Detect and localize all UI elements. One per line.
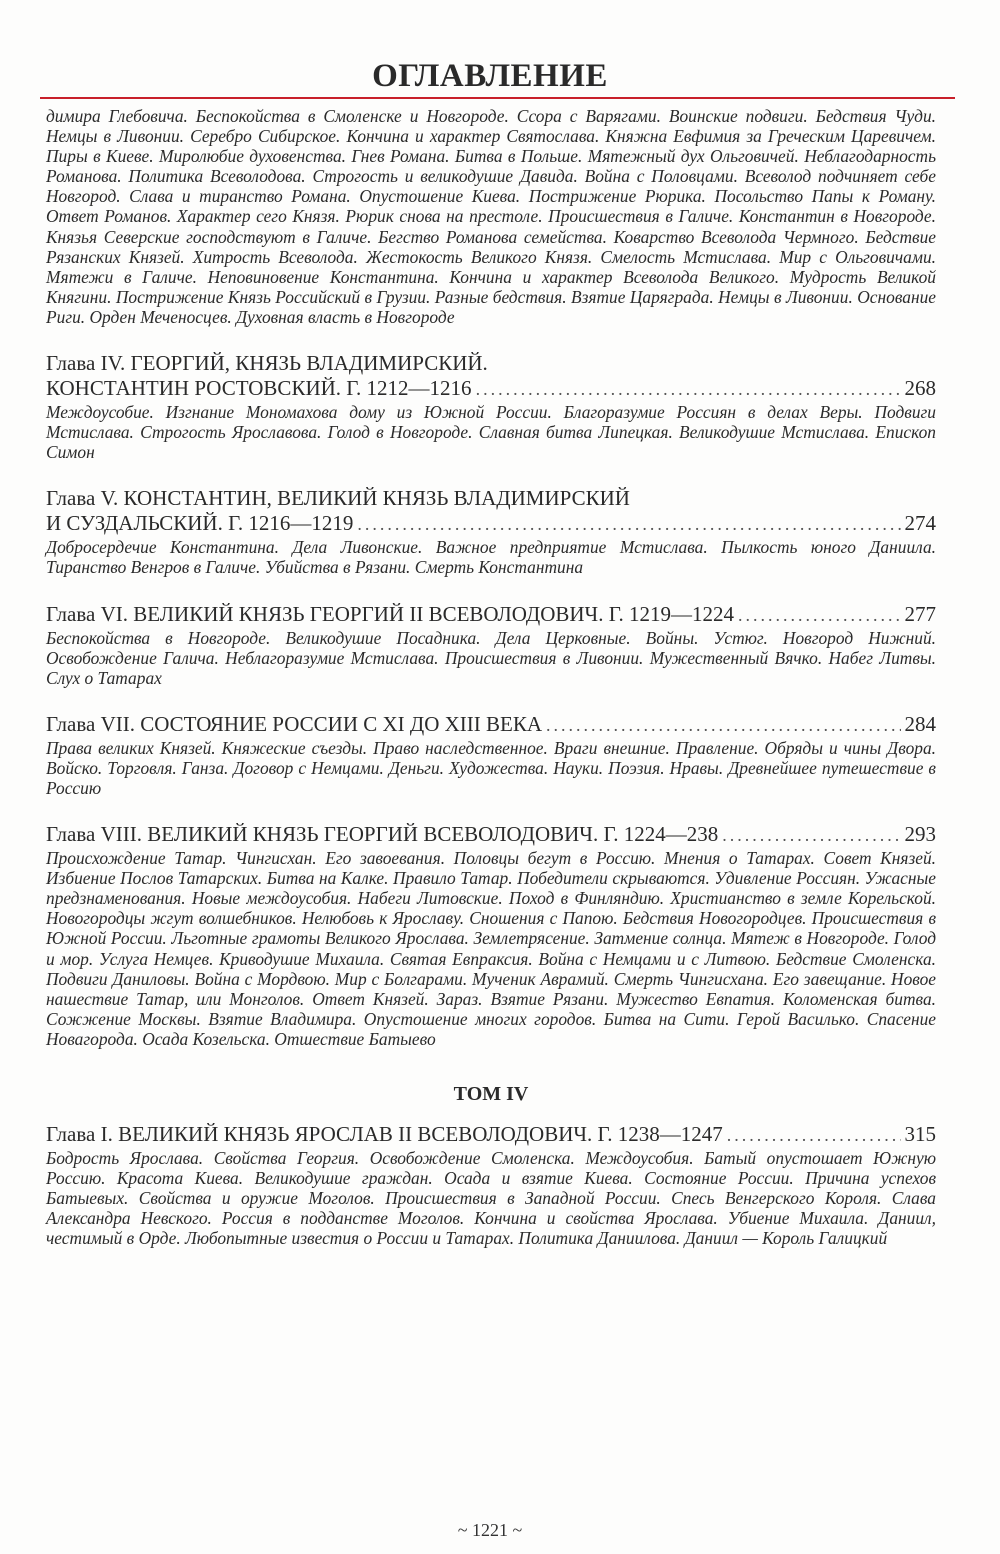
toc-content — [46, 106, 936, 1248]
toc-entry-ch7[interactable] — [46, 712, 936, 798]
chapter-page-number: 277 — [904, 601, 936, 626]
toc-entry-ch6[interactable] — [46, 602, 936, 688]
chapter-page-number: 284 — [904, 711, 936, 736]
toc-entry-ch4[interactable] — [46, 351, 936, 462]
chapter-title-text: Глава VI. ВЕЛИКИЙ КНЯЗЬ ГЕОРГИЙ II ВСЕВОЛОДОВИЧ. Г. 1219—1224 — [46, 601, 734, 626]
chapter-heading-line2 — [46, 376, 936, 402]
header-red-rule — [40, 97, 955, 99]
chapter-title-text: И СУЗДАЛЬСКИЙ. Г. 1216—1219 — [46, 511, 354, 536]
chapter-heading — [46, 822, 936, 848]
chapter-description: Права великих Князей. Княжеские съезды. Право наследственное. Враги внешние. Правление. Обряды и чины Двора. Войско. Торговля. Ганза. Договор с Немцами. Деньги. Художества. Науки. Поэзия. Нравы. Древнейшее путешествие в Россию — [46, 737, 936, 798]
chapter-heading — [46, 602, 936, 628]
chapter-heading-line2 — [46, 511, 936, 537]
chapter-page-number: 293 — [904, 822, 936, 847]
chapter-heading-line2 — [46, 822, 936, 848]
dot-leader — [727, 1123, 901, 1148]
chapter-description: Междоусобие. Изгнание Мономахова дому из Южной России. Благоразумие Россиян в делах Веры. Подвиги Мстислава. Строгость Ярославова. Голод в Новгороде. Славная битва Липецкая. Великодушие Мстислава. Епископ Симон — [46, 402, 936, 463]
chapter-title-text: КОНСТАНТИН РОСТОВСКИЙ. Г. 1212—1216 — [46, 376, 472, 401]
intro-description: димира Глебовича. Беспокойства в Смоленске и Новгороде. Ссора с Варягами. Воинские подвиги. Бедствия Чуди. Немцы в Ливонии. Серебро Сибирское. Кончина и характер Святослава. Княжна Евфимия за Греческим Царевичем. Пиры в Киеве. Миролюбие духовенства. Гнев Романа. Битва в Польше. Мятежный дух Ольговичей. Неблагодарность Романова. Политика Всеволодова. Строгость и великодушие Давида. Война с Половцами. Всеволод подчиняет себе Новгород. Слава и тиранство Романа. Опустошение Киева. Пострижение Рюрика. Посольство Папы к Роману. Ответ Романов. Характер сего Князя. Рюрик снова на престоле. Происшествия в Галиче. Константин в Новгороде. Князья Северские господствуют в Галиче. Бегство Романова семейства. Коварство Всеволода Чермного. Бедствие Рязанских Князей. Хитрость Всеволода. Жестокость Великого Князя. Смелость Мстислава. Мир с Ольговичами. Мятежи в Галиче. Неповиновение Константина. Кончина и характер Всеволода Великого. Мудрость Великой Княгини. Пострижение Князь Российский в Грузии. Разные бедствия. Взятие Царяграда. Немцы в Ливонии. Основание Риги. Орден Меченосцев. Духовная власть в Новгороде — [46, 106, 936, 327]
dot-leader — [476, 377, 901, 402]
chapter-heading-line2 — [46, 1122, 936, 1148]
dot-leader — [722, 823, 900, 848]
page-number-footer: ~ 1221 ~ — [457, 1520, 523, 1540]
chapter-page-number: 268 — [904, 376, 936, 401]
toc-entry-ch8[interactable] — [46, 822, 936, 1049]
chapter-title-text: Глава VIII. ВЕЛИКИЙ КНЯЗЬ ГЕОРГИЙ ВСЕВОЛОДОВИЧ. Г. 1224—238 — [46, 822, 719, 847]
chapter-heading — [46, 712, 936, 738]
chapter-description: Добросердечие Константина. Дела Ливонские. Важное предприятие Мстислава. Пылкость юного Даниила. Тиранство Венгров в Галиче. Убийства в Рязани. Смерть Константина — [46, 537, 936, 578]
chapter-heading-line1: Глава V. КОНСТАНТИН, ВЕЛИКИЙ КНЯЗЬ ВЛАДИМИРСКИЙ — [46, 486, 630, 511]
chapter-title-text: Глава VII. СОСТОЯНИЕ РОССИИ С XI ДО XIII ВЕКА — [46, 711, 543, 736]
chapter-heading-line1: Глава IV. ГЕОРГИЙ, КНЯЗЬ ВЛАДИМИРСКИЙ. — [46, 351, 488, 376]
dot-leader — [738, 603, 901, 628]
chapter-page-number: 274 — [904, 511, 936, 536]
chapter-heading-line2 — [46, 712, 936, 738]
dot-leader — [546, 713, 900, 738]
dot-leader — [357, 512, 900, 537]
chapter-heading — [46, 486, 936, 537]
toc-entry-vol4-ch1[interactable] — [46, 1122, 936, 1248]
volume-heading: ТОМ IV — [453, 1083, 529, 1105]
page-title: ОГЛАВЛЕНИЕ — [372, 58, 608, 94]
chapter-page-number: 315 — [904, 1122, 936, 1146]
chapter-heading — [46, 1122, 936, 1148]
chapter-description: Беспокойства в Новгороде. Великодушие Посадника. Дела Церковные. Войны. Устюг. Новгород Нижний. Освобождение Галича. Неблагоразумие Мстислава. Происшествия в Ливонии. Мужественный Вячко. Набег Литвы. Слух о Татарах — [46, 627, 936, 688]
chapter-description: Бодрость Ярослава. Свойства Георгия. Освобождение Смоленска. Междоусобия. Батый опустошает Южную Россию. Красота Киева. Великодушие граждан. Осада и взятие Киева. Состояние России. Причина успехов Батыевых. Свойства и оружие Моголов. Происшествия в Западной России. Спесь Венгерского Короля. Слава Александра Невского. Россия в подданстве Моголов. Кончина и свойства Ярослава. Убиение Михаила. Даниил, честимый в Орде. Любопытные известия о России и Татарах. Политика Даниилова. Даниил — Король Галицкий — [46, 1148, 936, 1249]
chapter-description: Происхождение Татар. Чингисхан. Его завоевания. Половцы бегут в Россию. Мнения о Татарах. Совет Князей. Избиение Послов Татарских. Битва на Калке. Правило Татар. Победители скрываются. Удивление Россиян. Ужасные предзнаменования. Новые междоусобия. Набеги Литовские. Поход в Финляндию. Христианство в земле Корельской. Новогородцы жгут волшебников. Нелюбовь к Ярославу. Сношения с Папою. Бедствия Новогородцев. Происшествия в Южной России. Льготные грамоты Великого Ярослава. Землетрясение. Затмение солнца. Мятеж в Новгороде. Голод и мор. Услуга Немцев. Криводушие Михаила. Святая Евпраксия. Война с Немцами и с Литвою. Бедствие Смоленска. Подвиги Даниловы. Война с Мордвою. Мир с Болгарами. Мученик Аврамий. Смерть Чингисхана. Его завещание. Новое нашествие Татар, или Монголов. Ответ Князей. Зараз. Взятие Рязани. Мужество Евпатия. Коломенская битва. Сожжение Москвы. Взятие Владимира. Опустошение многих городов. Битва на Сити. Герой Василько. Спасение Новагорода. Осада Козельска. Отшествие Батыево — [46, 848, 936, 1049]
chapter-heading — [46, 351, 936, 402]
chapter-heading-line2 — [46, 602, 936, 628]
toc-entry-ch5[interactable] — [46, 486, 936, 577]
chapter-title-text: Глава I. ВЕЛИКИЙ КНЯЗЬ ЯРОСЛАВ II ВСЕВОЛОДОВИЧ. Г. 1238—1247 — [46, 1122, 723, 1146]
